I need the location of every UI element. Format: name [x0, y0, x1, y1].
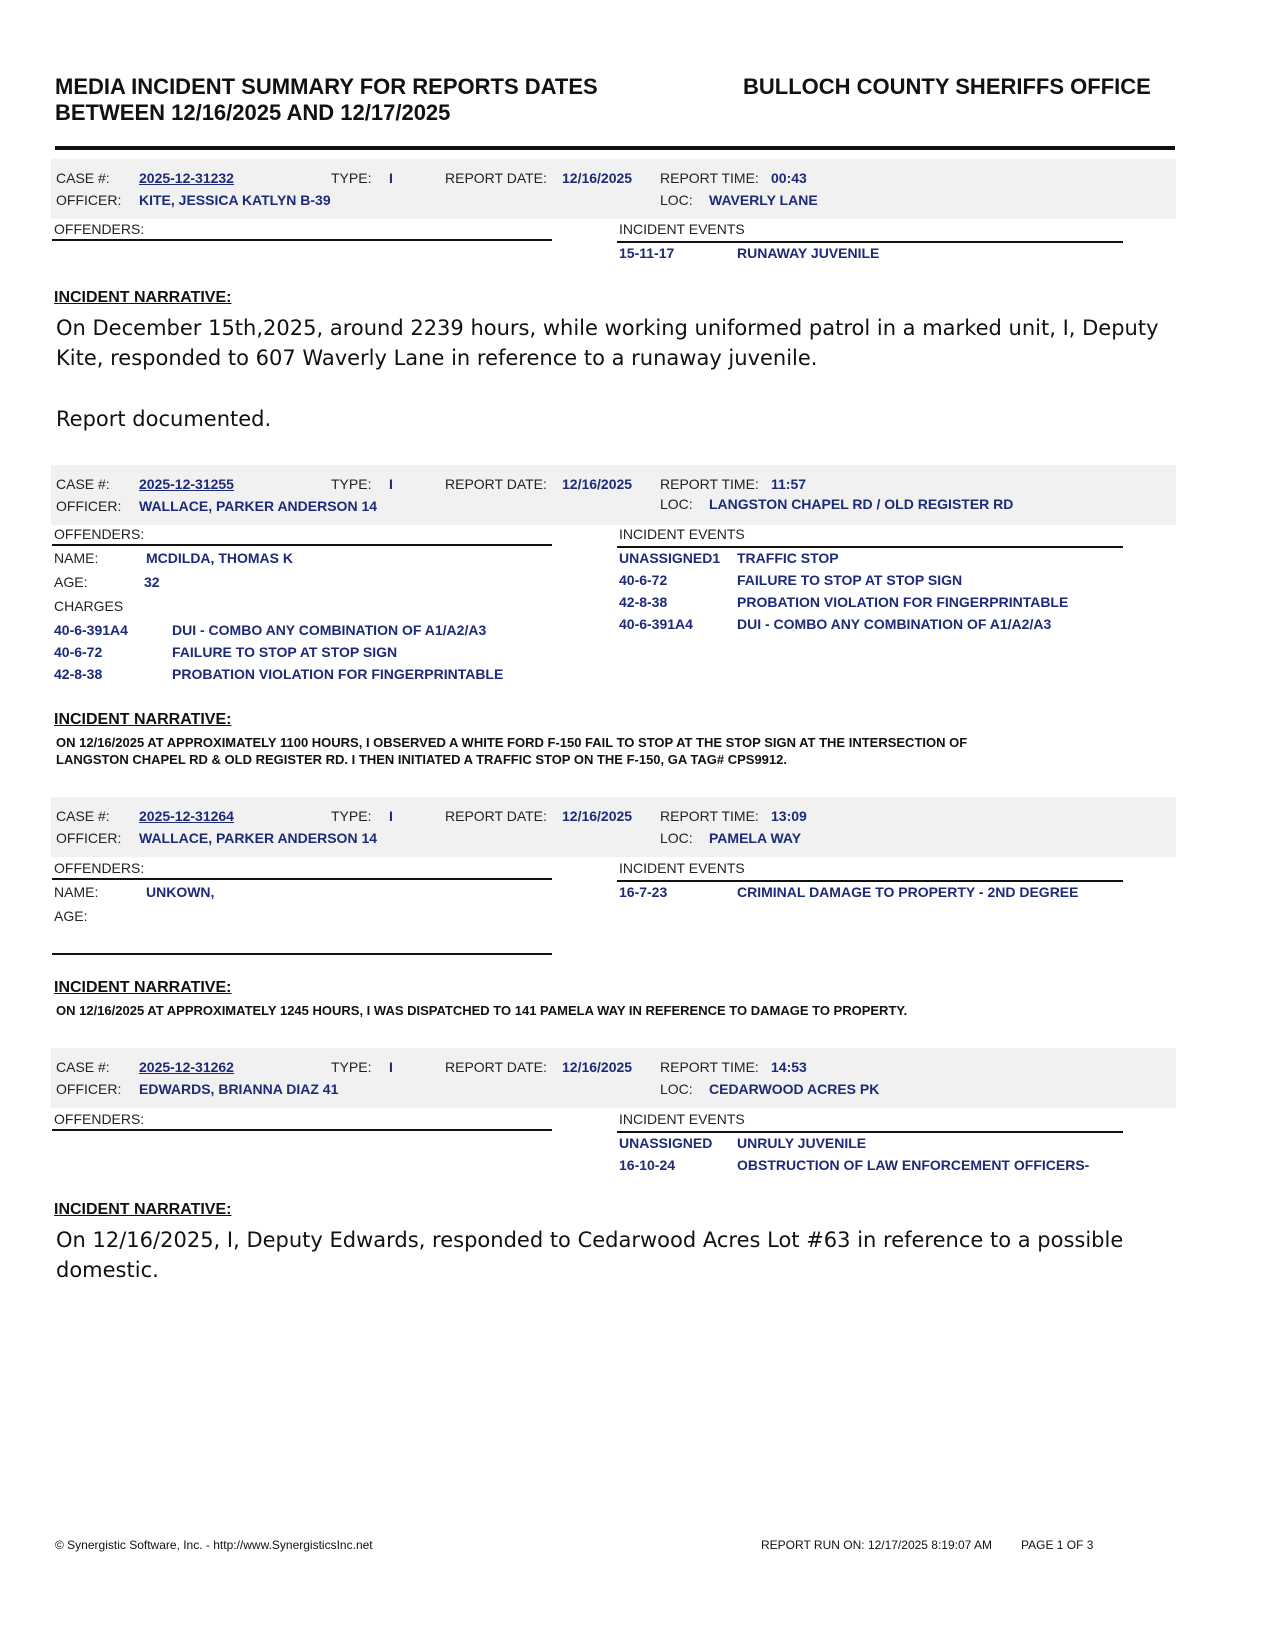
- loc-label: LOC:: [660, 830, 693, 846]
- header-rule: [55, 146, 1175, 150]
- report-time-label: REPORT TIME:: [660, 1059, 759, 1075]
- loc-value: LANGSTON CHAPEL RD / OLD REGISTER RD: [709, 496, 1014, 512]
- case-band-3: [51, 797, 1176, 857]
- loc-label: LOC:: [660, 1081, 693, 1097]
- name-label: NAME:: [54, 550, 99, 566]
- footer-page-number: PAGE 1 OF 3: [1021, 1538, 1094, 1552]
- offenders-rule: [52, 544, 552, 546]
- report-time-value: 11:57: [771, 476, 807, 492]
- report-date-value: 12/16/2025: [562, 808, 633, 824]
- narrative-heading: INCIDENT NARRATIVE:: [54, 289, 232, 306]
- narrative-heading: INCIDENT NARRATIVE:: [54, 979, 232, 996]
- events-rule: [617, 1131, 1123, 1133]
- event-code: 15-11-17: [619, 245, 675, 261]
- event-code: 16-7-23: [619, 884, 668, 900]
- report-date-value: 12/16/2025: [562, 170, 633, 186]
- officer-value: KITE, JESSICA KATLYN B-39: [139, 192, 331, 208]
- case-label: CASE #:: [56, 808, 110, 824]
- officer-value: EDWARDS, BRIANNA DIAZ 41: [139, 1081, 339, 1097]
- charges-label: CHARGES: [54, 598, 124, 614]
- loc-label: LOC:: [660, 496, 693, 512]
- event-code: 40-6-391A4: [619, 616, 693, 632]
- officer-label: OFFICER:: [56, 192, 122, 208]
- name-label: NAME:: [54, 884, 99, 900]
- report-time-value: 00:43: [771, 170, 807, 186]
- narrative-line: On 12/16/2025, I, Deputy Edwards, responded to Cedarwood Acres Lot #63 in reference to a possible: [56, 1228, 1124, 1252]
- offenders-rule: [52, 878, 552, 880]
- report-date-value: 12/16/2025: [562, 1059, 633, 1075]
- offenders-end-rule: [52, 953, 552, 955]
- type-value: I: [389, 808, 393, 824]
- event-code: UNASSIGNED1: [619, 550, 721, 566]
- case-number-link[interactable]: 2025-12-31255: [139, 476, 234, 492]
- report-date-value: 12/16/2025: [562, 476, 633, 492]
- narrative-line: domestic.: [56, 1258, 159, 1282]
- type-label: TYPE:: [331, 476, 372, 492]
- officer-label: OFFICER:: [56, 1081, 122, 1097]
- report-time-value: 13:09: [771, 808, 807, 824]
- incident-events-label: INCIDENT EVENTS: [619, 221, 745, 237]
- charge-code: 40-6-72: [54, 644, 103, 660]
- events-rule: [617, 546, 1123, 548]
- case-number-link[interactable]: 2025-12-31264: [139, 808, 234, 824]
- narrative-line: On December 15th,2025, around 2239 hours, while working uniformed patrol in a marked unit, I, Deputy: [56, 316, 1159, 340]
- loc-value: CEDARWOOD ACRES PK: [709, 1081, 880, 1097]
- type-label: TYPE:: [331, 808, 372, 824]
- age-label: AGE:: [54, 574, 88, 590]
- report-time-label: REPORT TIME:: [660, 170, 759, 186]
- events-rule: [617, 241, 1123, 243]
- event-desc: RUNAWAY JUVENILE: [737, 245, 880, 261]
- event-desc: DUI - COMBO ANY COMBINATION OF A1/A2/A3: [737, 616, 1052, 632]
- event-desc: FAILURE TO STOP AT STOP SIGN: [737, 572, 963, 588]
- event-code: 42-8-38: [619, 594, 668, 610]
- offenders-rule: [52, 1129, 552, 1131]
- event-desc: UNRULY JUVENILE: [737, 1135, 867, 1151]
- type-label: TYPE:: [331, 1059, 372, 1075]
- report-title-line2: BETWEEN 12/16/2025 AND 12/17/2025: [55, 100, 451, 125]
- officer-value: WALLACE, PARKER ANDERSON 14: [139, 498, 378, 514]
- report-date-label: REPORT DATE:: [445, 1059, 547, 1075]
- narrative-line: ON 12/16/2025 AT APPROXIMATELY 1100 HOURS, I OBSERVED A WHITE FORD F-150 FAIL TO STOP AT THE STOP SIGN AT THE INTERSECTION OF: [56, 735, 968, 750]
- offender-age: 32: [144, 574, 160, 590]
- case-number-link[interactable]: 2025-12-31232: [139, 170, 234, 186]
- case-number-link[interactable]: 2025-12-31262: [139, 1059, 234, 1075]
- charge-desc: FAILURE TO STOP AT STOP SIGN: [172, 644, 398, 660]
- charge-desc: DUI - COMBO ANY COMBINATION OF A1/A2/A3: [172, 622, 487, 638]
- type-value: I: [389, 476, 393, 492]
- type-label: TYPE:: [331, 170, 372, 186]
- offenders-label: OFFENDERS:: [54, 1111, 145, 1127]
- report-time-label: REPORT TIME:: [660, 476, 759, 492]
- type-value: I: [389, 1059, 393, 1075]
- officer-value: WALLACE, PARKER ANDERSON 14: [139, 830, 378, 846]
- loc-value: PAMELA WAY: [709, 830, 802, 846]
- narrative-line: ON 12/16/2025 AT APPROXIMATELY 1245 HOURS, I WAS DISPATCHED TO 141 PAMELA WAY IN REFERENCE TO DAMAGE TO PROPERTY.: [56, 1003, 908, 1018]
- event-code: UNASSIGNED: [619, 1135, 713, 1151]
- report-date-label: REPORT DATE:: [445, 808, 547, 824]
- loc-label: LOC:: [660, 192, 693, 208]
- offenders-label: OFFENDERS:: [54, 526, 145, 542]
- event-desc: PROBATION VIOLATION FOR FINGERPRINTABLE: [737, 594, 1069, 610]
- offenders-label: OFFENDERS:: [54, 221, 145, 237]
- charge-code: 40-6-391A4: [54, 622, 128, 638]
- agency-name: BULLOCH COUNTY SHERIFFS OFFICE: [743, 74, 1151, 99]
- case-label: CASE #:: [56, 170, 110, 186]
- event-desc: OBSTRUCTION OF LAW ENFORCEMENT OFFICERS-: [737, 1157, 1090, 1173]
- incident-events-label: INCIDENT EVENTS: [619, 1111, 745, 1127]
- narrative-line: LANGSTON CHAPEL RD & OLD REGISTER RD. I THEN INITIATED A TRAFFIC STOP ON THE F-150, GA TAG# CPS9912.: [56, 752, 787, 767]
- event-desc: TRAFFIC STOP: [737, 550, 839, 566]
- report-date-label: REPORT DATE:: [445, 476, 547, 492]
- type-value: I: [389, 170, 393, 186]
- report-date-label: REPORT DATE:: [445, 170, 547, 186]
- case-label: CASE #:: [56, 476, 110, 492]
- case-band-2: [51, 465, 1176, 525]
- age-label: AGE:: [54, 908, 88, 924]
- event-code: 40-6-72: [619, 572, 668, 588]
- incident-events-label: INCIDENT EVENTS: [619, 526, 745, 542]
- case-band-4: [51, 1048, 1176, 1108]
- case-label: CASE #:: [56, 1059, 110, 1075]
- narrative-line: Report documented.: [56, 407, 272, 431]
- case-band-1: [51, 159, 1176, 219]
- loc-value: WAVERLY LANE: [709, 192, 818, 208]
- offender-name: UNKOWN,: [146, 884, 215, 900]
- report-title-line1: MEDIA INCIDENT SUMMARY FOR REPORTS DATES: [55, 74, 598, 99]
- events-rule: [617, 880, 1123, 882]
- report-time-label: REPORT TIME:: [660, 808, 759, 824]
- event-code: 16-10-24: [619, 1157, 676, 1173]
- officer-label: OFFICER:: [56, 830, 122, 846]
- footer-copyright: © Synergistic Software, Inc. - http://www.SynergisticsInc.net: [55, 1538, 373, 1552]
- charge-code: 42-8-38: [54, 666, 103, 682]
- narrative-line: Kite, responded to 607 Waverly Lane in reference to a runaway juvenile.: [56, 346, 818, 370]
- event-desc: CRIMINAL DAMAGE TO PROPERTY - 2ND DEGREE: [737, 884, 1079, 900]
- officer-label: OFFICER:: [56, 498, 122, 514]
- narrative-heading: INCIDENT NARRATIVE:: [54, 1201, 232, 1218]
- offenders-label: OFFENDERS:: [54, 860, 145, 876]
- footer-run-on: REPORT RUN ON: 12/17/2025 8:19:07 AM: [761, 1538, 993, 1552]
- incident-events-label: INCIDENT EVENTS: [619, 860, 745, 876]
- narrative-heading: INCIDENT NARRATIVE:: [54, 711, 232, 728]
- offenders-rule: [52, 239, 552, 241]
- offender-name: MCDILDA, THOMAS K: [146, 550, 293, 566]
- charge-desc: PROBATION VIOLATION FOR FINGERPRINTABLE: [172, 666, 504, 682]
- report-time-value: 14:53: [771, 1059, 807, 1075]
